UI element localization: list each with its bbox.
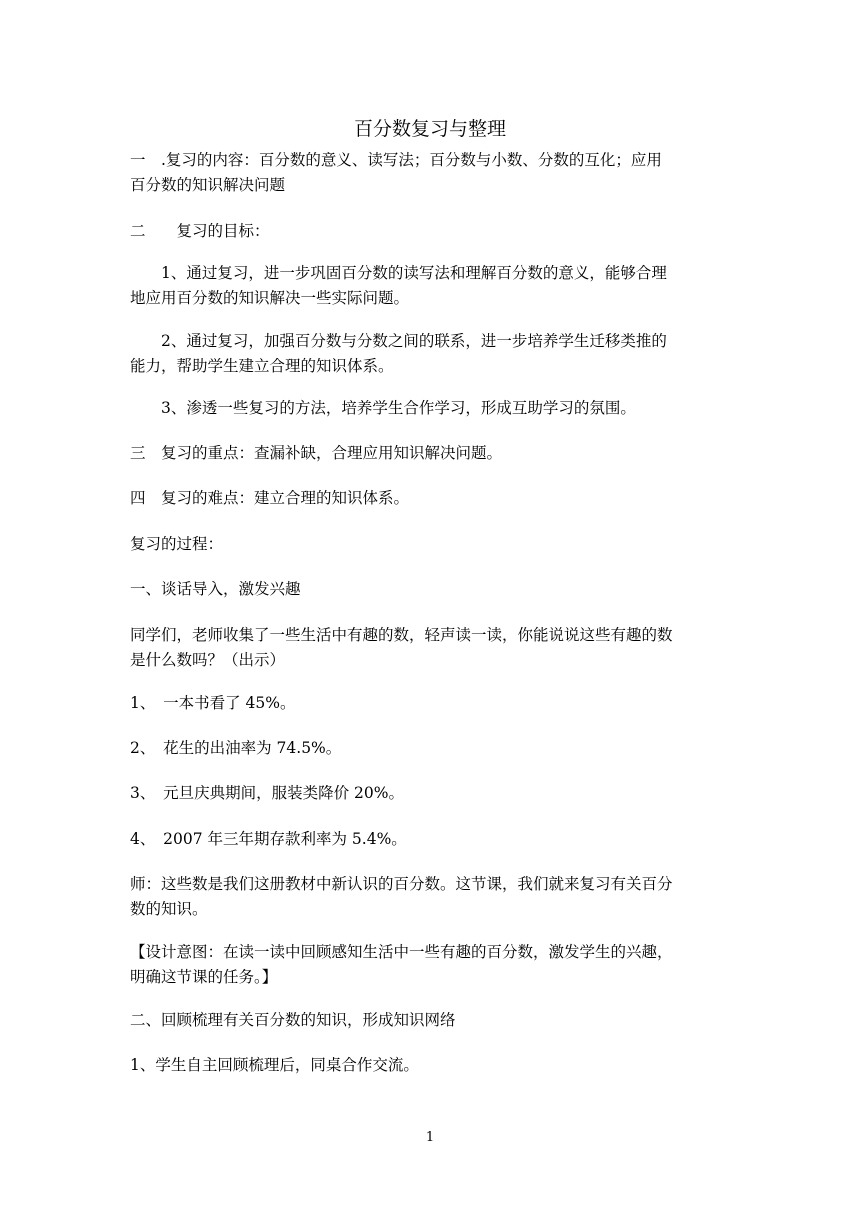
text-line: 1、通过复习，进一步巩固百分数的读写法和理解百分数的意义，能够合理 <box>130 264 667 282</box>
text-line: 3、渗透一些复习的方法，培养学生合作学习，形成互助学习的氛围。 <box>130 399 636 417</box>
list-item: 4、 2007 年三年期存款利率为 5.4%。 <box>130 830 407 848</box>
text-line: 明确这节课的任务。】 <box>130 968 278 986</box>
text-line: 2、通过复习，加强百分数与分数之间的联系，进一步培养学生迁移类推的 <box>130 332 667 350</box>
text-line: 1、学生自主回顾梳理后，同桌合作交流。 <box>130 1056 419 1074</box>
text-line: 四 复习的难点：建立合理的知识体系。 <box>130 489 410 507</box>
text-line: 复习的过程： <box>130 535 224 553</box>
text-line: 能力，帮助学生建立合理的知识体系。 <box>130 357 394 375</box>
text-line: 二、回顾梳理有关百分数的知识，形成知识网络 <box>130 1011 456 1029</box>
text-line: 一 .复习的内容：百分数的意义、读写法；百分数与小数、分数的互化；应用 <box>130 151 662 169</box>
text-line: 是什么数吗？（出示） <box>130 651 286 669</box>
list-item: 2、 花生的出油率为 74.5%。 <box>130 739 342 757</box>
text-line: 同学们，老师收集了一些生活中有趣的数，轻声读一读，你能说说这些有趣的数 <box>130 626 673 644</box>
document-title: 百分数复习与整理 <box>353 118 506 140</box>
text-line: 师：这些数是我们这册教材中新认识的百分数。这节课，我们就来复习有关百分 <box>130 875 673 893</box>
text-line: 三 复习的重点：查漏补缺，合理应用知识解决问题。 <box>130 444 503 462</box>
text-line: 二 复习的目标： <box>130 222 270 240</box>
text-line: 百分数的知识解决问题 <box>130 176 286 194</box>
page-number: 1 <box>425 1130 435 1145</box>
text-line: 地应用百分数的知识解决一些实际问题。 <box>130 289 410 307</box>
list-item: 3、 元旦庆典期间，服装类降价 20%。 <box>130 784 404 802</box>
text-line: 一、谈话导入，激发兴趣 <box>130 580 301 598</box>
text-line: 数的知识。 <box>130 900 208 918</box>
list-item: 1、 一本书看了 45%。 <box>130 694 296 712</box>
text-line: 【设计意图：在读一读中回顾感知生活中一些有趣的百分数，激发学生的兴趣， <box>130 943 673 961</box>
